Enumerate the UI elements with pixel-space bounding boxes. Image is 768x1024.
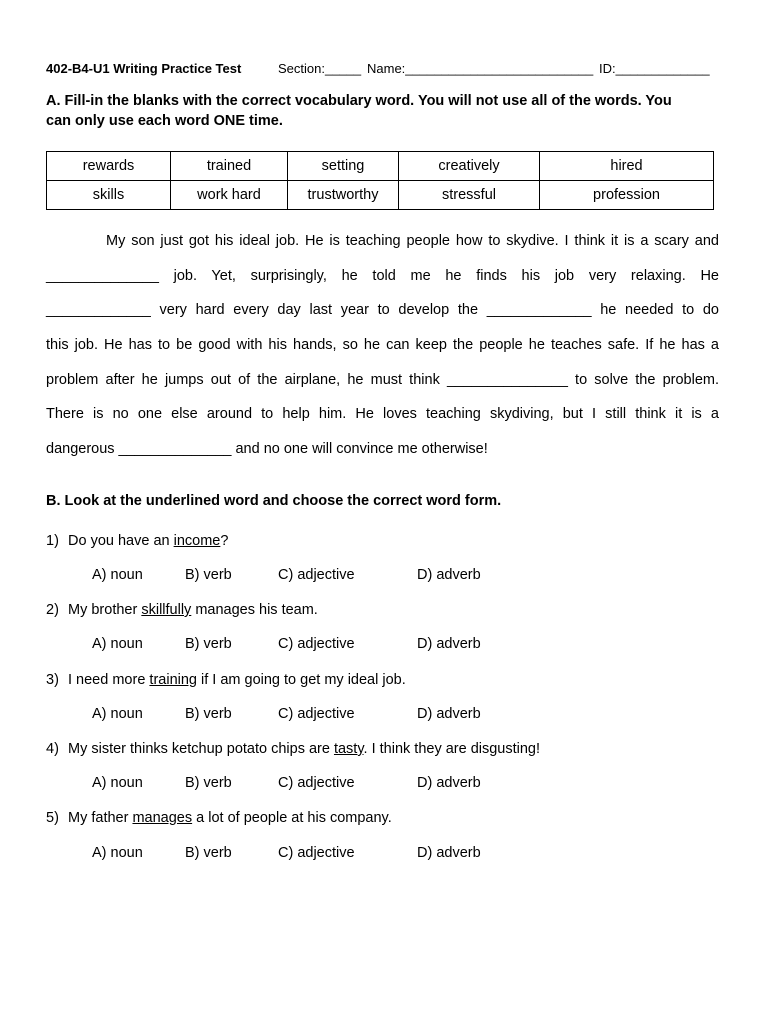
paragraph-line: _____________ very hard every day last year to develop the _____________ he needed to do: [46, 302, 719, 318]
underlined-word: income: [173, 533, 221, 549]
answer-options: [92, 775, 512, 793]
paragraph-line: ______________ job. Yet, surprisingly, he told me he finds his job very relaxing. He: [46, 268, 719, 284]
question-text-after: ?: [220, 533, 229, 549]
question-number: 4): [46, 741, 59, 757]
question-text: [68, 810, 392, 826]
paragraph-line: dangerous ______________ and no one will convince me otherwise!: [46, 441, 488, 457]
part-a-heading-line-1: A. Fill-in the blanks with the correct vocabulary word. You will not use all of the words. You: [46, 93, 672, 109]
option-b: B) verb: [185, 845, 232, 861]
question-text-after: . I think they are disgusting!: [363, 741, 541, 757]
question-text-after: if I am going to get my ideal job.: [196, 672, 406, 688]
question-text-after: a lot of people at his company.: [192, 810, 392, 826]
question-text-before: My father: [68, 810, 133, 826]
question-number: 3): [46, 672, 59, 688]
option-a: A) noun: [92, 706, 143, 722]
part-b-heading: B. Look at the underlined word and choose the correct word form.: [46, 493, 502, 509]
option-d: D) adverb: [417, 636, 481, 652]
word-bank-cell: skills: [47, 181, 171, 210]
answer-options: [92, 706, 512, 724]
word-bank-row: [47, 181, 714, 210]
word-bank-cell: trustworthy: [288, 181, 399, 210]
option-b: B) verb: [185, 567, 232, 583]
option-b: B) verb: [185, 636, 232, 652]
option-c: C) adjective: [278, 775, 355, 791]
question-text: [68, 672, 406, 688]
paragraph-line: problem after he jumps out of the airplane, he must think _______________ to solve the problem.: [46, 372, 719, 388]
word-bank-row: [47, 152, 714, 181]
option-a: A) noun: [92, 636, 143, 652]
question-text-before: My brother: [68, 602, 142, 618]
word-bank-cell: creatively: [399, 152, 540, 181]
option-c: C) adjective: [278, 567, 355, 583]
word-bank-cell: rewards: [47, 152, 171, 181]
id-field: ID:_____________: [599, 61, 710, 76]
option-c: C) adjective: [278, 845, 355, 861]
question-number: 1): [46, 533, 59, 549]
name-field: Name:__________________________: [367, 61, 594, 76]
option-a: A) noun: [92, 845, 143, 861]
section-field: Section:_____: [278, 61, 362, 76]
word-bank-table: [46, 151, 714, 210]
option-a: A) noun: [92, 567, 143, 583]
question-text: [68, 602, 318, 618]
answer-options: [92, 845, 512, 863]
option-d: D) adverb: [417, 706, 481, 722]
paragraph-line: My son just got his ideal job. He is teaching people how to skydive. I think it is a scary and: [106, 233, 719, 249]
option-b: B) verb: [185, 706, 232, 722]
question-text: [68, 533, 228, 549]
underlined-word: tasty: [333, 741, 364, 757]
underlined-word: training: [149, 672, 197, 688]
word-bank-cell: setting: [288, 152, 399, 181]
word-bank-cell: profession: [540, 181, 714, 210]
answer-options: [92, 567, 512, 585]
underlined-word: skillfully: [141, 602, 192, 618]
question-number: 2): [46, 602, 59, 618]
option-d: D) adverb: [417, 567, 481, 583]
underlined-word: manages: [132, 810, 193, 826]
question-text: [68, 741, 540, 757]
paragraph-line: There is no one else around to help him. He loves teaching skydiving, but I still think it is a: [46, 406, 719, 422]
test-title: 402-B4-U1 Writing Practice Test: [46, 61, 242, 76]
question-number: 5): [46, 810, 59, 826]
part-a-heading-line-2: can only use each word ONE time.: [46, 113, 283, 129]
word-bank-cell: hired: [540, 152, 714, 181]
word-bank-cell: work hard: [171, 181, 288, 210]
option-b: B) verb: [185, 775, 232, 791]
option-d: D) adverb: [417, 845, 481, 861]
paragraph-line: this job. He has to be good with his hands, so he can keep the people he teaches safe. If he has a: [46, 337, 719, 353]
part-a-heading: [46, 91, 672, 131]
option-c: C) adjective: [278, 636, 355, 652]
answer-options: [92, 636, 512, 654]
option-c: C) adjective: [278, 706, 355, 722]
option-d: D) adverb: [417, 775, 481, 791]
word-bank-cell: stressful: [399, 181, 540, 210]
word-bank-cell: trained: [171, 152, 288, 181]
question-text-before: My sister thinks ketchup potato chips are: [68, 741, 334, 757]
question-text-before: Do you have an: [68, 533, 174, 549]
question-text-before: I need more: [68, 672, 150, 688]
question-text-after: manages his team.: [191, 602, 318, 618]
option-a: A) noun: [92, 775, 143, 791]
